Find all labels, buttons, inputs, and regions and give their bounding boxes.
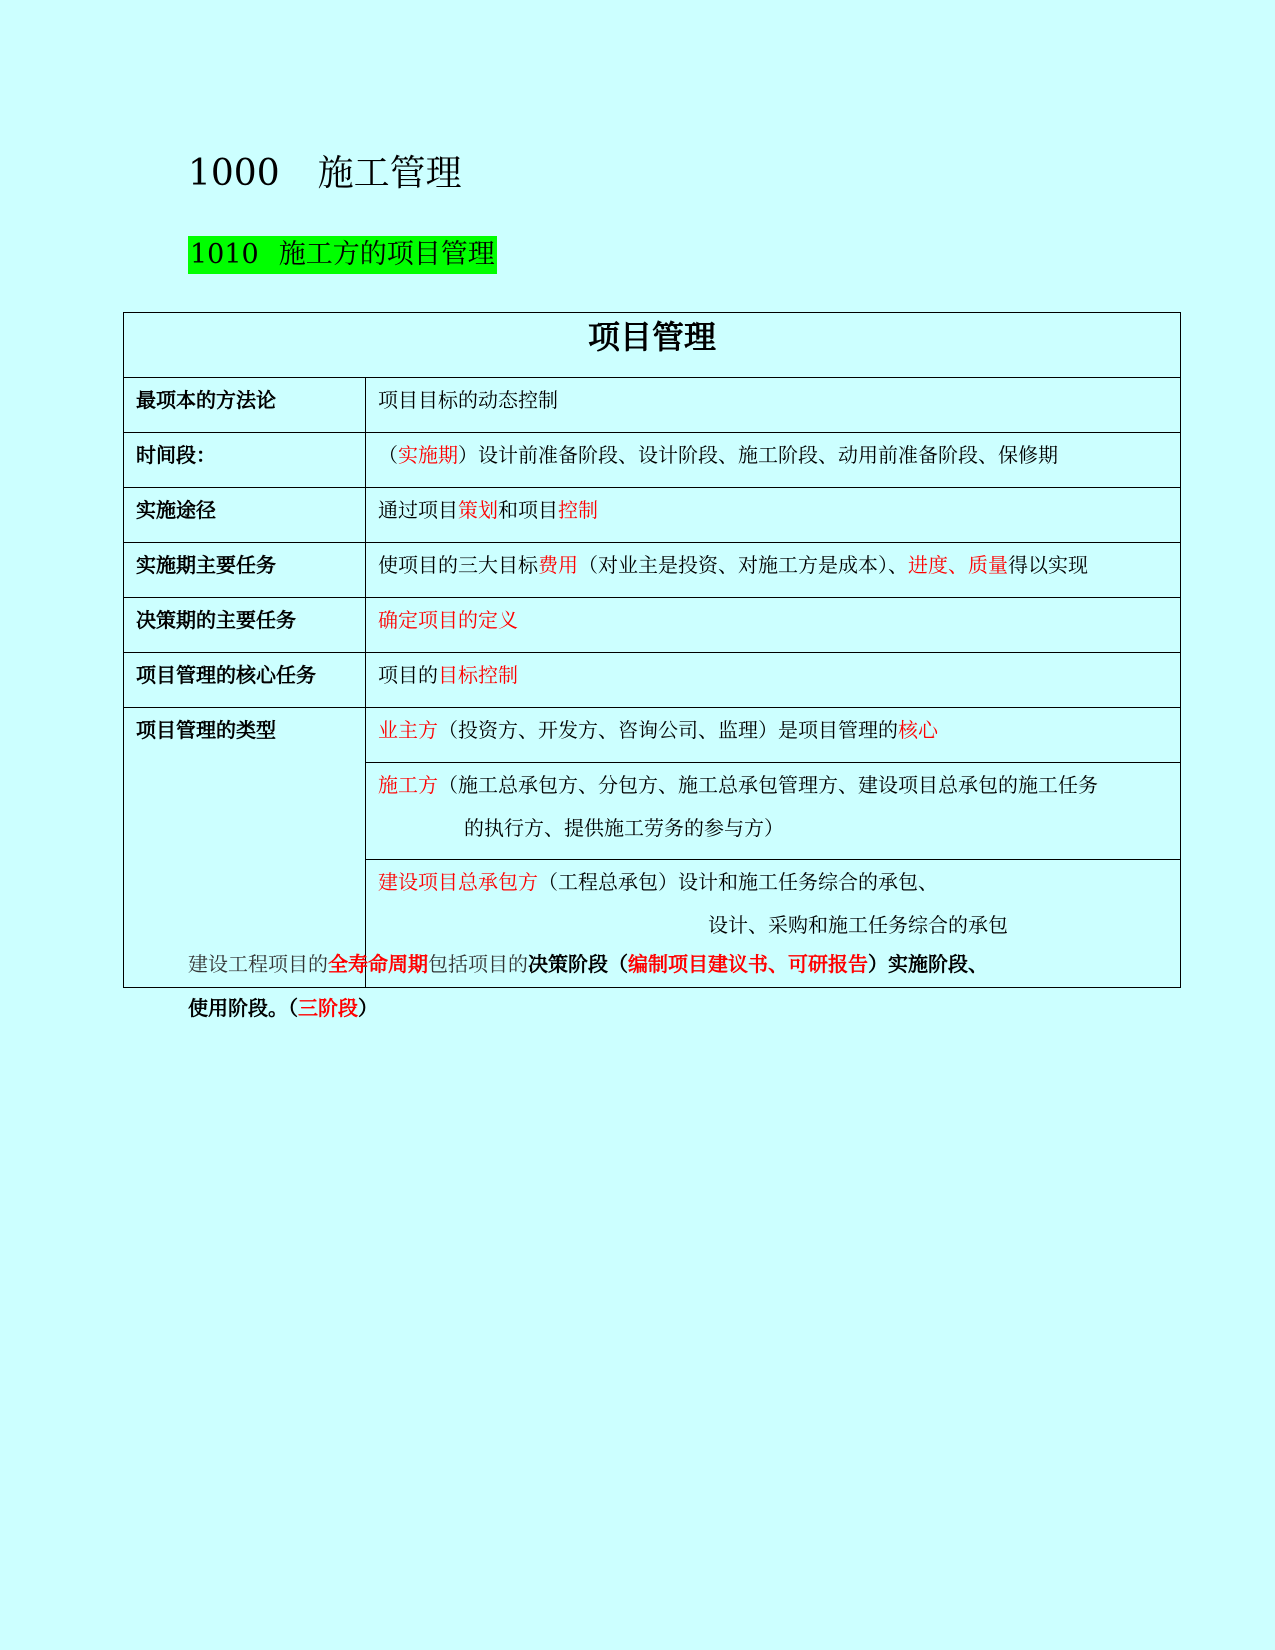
- subsection-number: 1010: [190, 239, 259, 270]
- type-contractor: 施工方（施工总承包方、分包方、施工总承包管理方、建设项目总承包的施工任务 的执行方、提供施工劳务的参与方）: [366, 763, 1181, 860]
- row-label: 时间段：: [124, 433, 366, 488]
- row-value: 使项目的三大目标费用（对业主是投资、对施工方是成本）、进度、质量得以实现: [366, 543, 1181, 598]
- project-management-table: [123, 312, 1181, 988]
- row-label: 最项本的方法论: [124, 378, 366, 433]
- row-value: 项目目标的动态控制: [366, 378, 1181, 433]
- row-value: 确定项目的定义: [366, 598, 1181, 653]
- row-label: 决策期的主要任务: [124, 598, 366, 653]
- section-number: 1000: [188, 153, 280, 194]
- type-general-contractor: 建设项目总承包方（工程总承包）设计和施工任务综合的承包、 设计、采购和施工任务综合的承包: [366, 860, 1181, 988]
- lifecycle-paragraph: 建设工程项目的全寿命周期包括项目的决策阶段（编制项目建议书、可研报告）实施阶段、 使用阶段。（三阶段）: [188, 952, 988, 1020]
- table-row: [124, 598, 1181, 653]
- subsection-heading: [188, 236, 497, 274]
- table-row: [124, 433, 1181, 488]
- row-label: 项目管理的类型: [124, 708, 366, 988]
- section-heading: [188, 150, 462, 198]
- row-value: 项目的目标控制: [366, 653, 1181, 708]
- table-row: [124, 653, 1181, 708]
- row-value: 通过项目策划和项目控制: [366, 488, 1181, 543]
- row-value: （实施期）设计前准备阶段、设计阶段、施工阶段、动用前准备阶段、保修期: [366, 433, 1181, 488]
- section-title: 施工管理: [317, 153, 462, 194]
- subsection-title: 施工方的项目管理: [278, 239, 495, 270]
- table-row: [124, 543, 1181, 598]
- type-owner: 业主方（投资方、开发方、咨询公司、监理）是项目管理的核心: [366, 708, 1181, 763]
- table-row: [124, 488, 1181, 543]
- row-label: 项目管理的核心任务: [124, 653, 366, 708]
- table-title: 项目管理: [124, 313, 1181, 378]
- row-label: 实施途径: [124, 488, 366, 543]
- table-row: [124, 708, 1181, 763]
- row-label: 实施期主要任务: [124, 543, 366, 598]
- table-row: [124, 378, 1181, 433]
